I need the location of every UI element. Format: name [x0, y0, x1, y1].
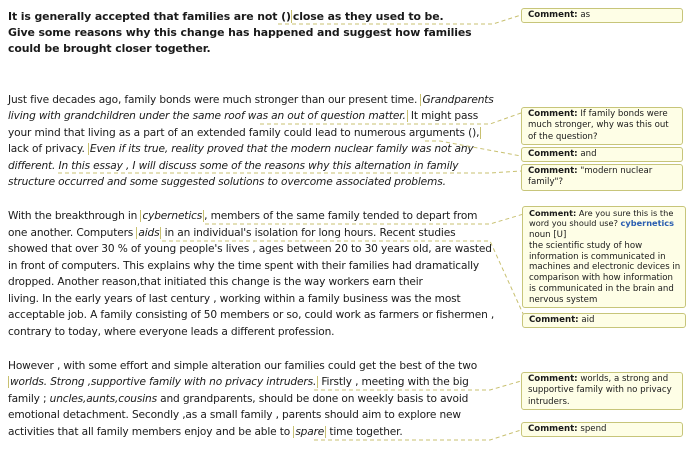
p2-line-6: living. In the early years of last century , working within a family business was the most	[8, 293, 461, 305]
p2-line-1: With the breakthrough in cybernetics , members of the same family tended to depart from	[8, 210, 478, 222]
comment-anchor-spare[interactable]: spare	[295, 426, 325, 438]
comment-balloon-7[interactable]: Comment: worlds, a strong and supportive family with no privacy intruders.	[521, 372, 683, 410]
p1-line-1: Just five decades ago, family bonds were much stronger than our present time. Grandparents	[8, 94, 494, 106]
p3-line-4: emotional detachment. Secondly ,as a small family , parents should aim to explore new	[8, 409, 461, 421]
p3-line-3: family ; uncles,aunts,cousins and grandparents, should be done on weekly basis to avoid	[8, 393, 469, 405]
comment-anchor-aids[interactable]: aids	[138, 227, 160, 239]
question-line-1: It is generally accepted that families are not () close as they used to be.	[8, 10, 444, 23]
comment-balloon-8[interactable]: Comment: spend	[521, 422, 683, 437]
dictionary-link-cybernetics[interactable]: cybernetics	[620, 218, 675, 229]
p2-line-8: contrary to today, where everyone leads a different profession.	[8, 326, 335, 338]
comment-balloon-2[interactable]: Comment: If family bonds were much stronger, why was this out of the question?	[521, 107, 683, 145]
p1-line-3	[8, 125, 481, 141]
p1-line-2: living with grandchildren under the same roof was an out of question matter. It might pass	[8, 110, 479, 122]
p3-line-1: However , with some effort and simple alteration our families could get the best of the two	[8, 360, 478, 372]
p2-line-2: one another. Computers aids in an individual's isolation for long hours. Recent studies	[8, 227, 456, 239]
comment-anchor-worlds[interactable]: worlds. Strong ,supportive family with no privacy intruders.	[10, 376, 317, 388]
p1-line-4: lack of privacy. Even if its true, reality proved that the modern nuclear family was not any	[8, 143, 474, 155]
question-line-2: Give some reasons why this change has happened and suggest how families	[8, 26, 472, 39]
p3-line-2: worlds. Strong ,supportive family with no privacy intruders. Firstly , meeting with the big	[10, 376, 469, 388]
comment-anchor-grandparents[interactable]: Grandparents	[422, 94, 494, 106]
p1-line-5: different. In this essay , I will discuss some of the reasons why this alternation in family	[8, 160, 459, 172]
comment-balloon-1[interactable]: Comment: as	[521, 8, 683, 23]
p2-line-4: in front of computers. This explains why the time spent with their families had dramatically	[8, 260, 480, 272]
question-line-3: could be brought closer together.	[8, 42, 211, 55]
p1-line-6: structure occurred and some suggested solutions to overcome associated problems.	[8, 176, 446, 188]
comment-anchor-cybernetics[interactable]: cybernetics	[142, 210, 203, 222]
comment-balloon-4[interactable]: Comment: "modern nuclear family"?	[521, 164, 683, 191]
p2-line-5: dropped. Another reason,that initiated this change is the way workers earn their	[8, 276, 423, 288]
comment-balloon-6[interactable]: Comment: aid	[522, 313, 686, 328]
comment-anchor-nuclear[interactable]: Even if its true, reality proved that the modern nuclear family was not any	[89, 143, 474, 155]
p2-line-7: acceptable job. A family consisting of 50 members or so, could work as farmers or fishermen ,	[8, 309, 495, 321]
comment-balloon-5[interactable]: Comment: Are you sure this is the word you should use? cybernetics noun [U] the scientific study of how information is communicated in machines and electronic devices in comparison with how information is communicated in the brain and nervous system	[522, 206, 686, 308]
p3-line-5: activities that all family members enjoy and be able to spare time together.	[8, 426, 403, 438]
comment-anchor-and[interactable]: your mind that living as a part of an extended family could lead to numerous arguments (),	[8, 127, 480, 139]
comment-balloon-3[interactable]: Comment: and	[521, 147, 683, 162]
p2-line-3: showed that over 30 % of young people's lives , ages between 20 to 30 years old, are wasted	[8, 243, 492, 255]
comment-anchor-as[interactable]: close as they used to be.	[292, 10, 444, 23]
